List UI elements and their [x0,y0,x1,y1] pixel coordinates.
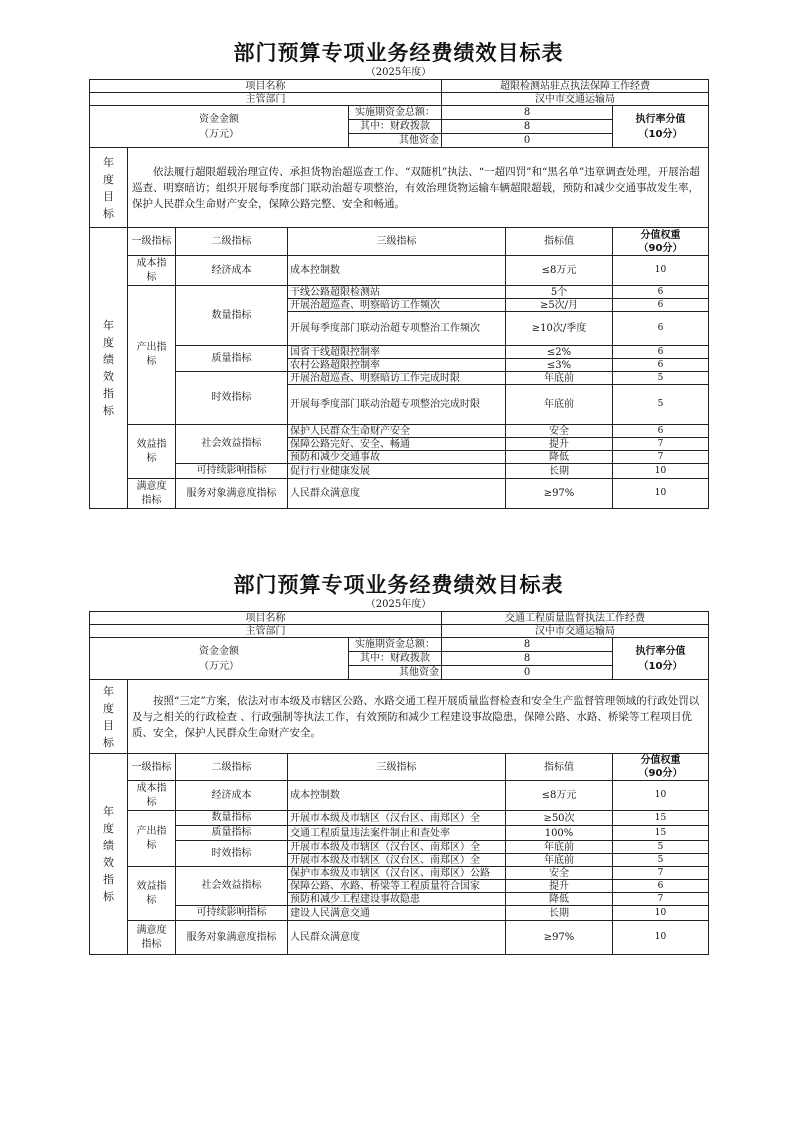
indicator-row [90,256,709,286]
exec-rate-score [613,106,709,148]
other-funds-label: 其他资金 [349,134,442,148]
col-header-level2: 二级指标 [176,228,288,256]
total-funds-value: 8 [442,638,613,652]
funds-label-line2: （万元） [199,128,239,140]
total-funds-label: 实施期资金总额： [349,106,442,120]
annual-goal-label: 年度目标 [90,680,128,754]
level3-indicator: 国省干线超限控制率 [288,346,506,359]
indicator-row [90,841,709,854]
project-name-label: 项目名称 [90,612,442,625]
indicator-row [90,781,709,811]
indicator-weight: 7 [613,438,709,451]
indicator-value: 年底前 [506,841,613,854]
level3-indicator: 保护市本级及市辖区（汉台区、南郑区）公路 [288,867,506,880]
indicator-weight: 10 [613,921,709,955]
indicator-weight: 6 [613,299,709,312]
indicator-row [90,867,709,880]
indicator-value: 提升 [506,880,613,893]
header-section [90,612,709,754]
indicator-value: ≥97% [506,921,613,955]
project-name-value: 交通工程质量监督执法工作经费 [442,612,709,625]
col-header-level2: 二级指标 [176,754,288,781]
level3-indicator: 开展市本级及市辖区（汉台区、南郑区）全 [288,841,506,854]
indicator-weight: 6 [613,346,709,359]
weight-header-line1: 分值权重 [640,755,681,766]
table-title: 部门预算专项业务经费绩效目标表 [233,573,564,597]
exec-rate-line1: 执行率分值 [635,113,686,125]
performance-table-1 [89,40,708,509]
indicator-row [90,346,709,359]
exec-rate-line2: （10分） [638,660,683,672]
indicator-row [90,479,709,509]
indicator-value: 100% [506,826,613,841]
indicator-value: 5个 [506,286,613,299]
col-header-value: 指标值 [506,754,613,781]
indicator-row [90,425,709,438]
indicator-row [90,286,709,299]
indicator-row [90,921,709,955]
indicator-weight: 7 [613,893,709,906]
level2-indicator: 服务对象满意度指标 [176,479,288,509]
indicator-weight: 5 [613,854,709,867]
level3-indicator: 开展市本级及市辖区（汉台区、南郑区）全 [288,811,506,826]
col-header-weight [613,754,709,781]
table-year: （2025年度） [365,599,432,610]
col-header-level3: 三级指标 [288,228,506,256]
level3-indicator: 开展治超巡查、明察暗访工作频次 [288,299,506,312]
level2-indicator: 可持续影响指标 [176,464,288,479]
indicator-weight: 5 [613,841,709,854]
funds-label [90,106,349,148]
level1-indicator: 成本指标 [128,781,176,811]
level2-indicator: 可持续影响指标 [176,906,288,921]
annual-perf-label: 年度绩效指标 [90,228,128,509]
indicator-weight: 5 [613,372,709,385]
table-title: 部门预算专项业务经费绩效目标表 [233,41,564,65]
indicator-weight: 6 [613,286,709,299]
annual-goal-text: 按照“三定”方案，依法对市本级及市辖区公路、水路交通工程开展质量监督检查和安全生产监督管理领域的行政处罚以及与之相关的行政检查 、行政强制等执法工作，有效预防和减少工程建设事故隐患，保障公路、水路、桥梁等工程项目优质、安全，保护人民群众生命财产安全。 [128,680,709,754]
col-header-level3: 三级指标 [288,754,506,781]
indicator-value: 降低 [506,451,613,464]
level2-indicator: 质量指标 [176,826,288,841]
indicator-value: 降低 [506,893,613,906]
indicator-value: 安全 [506,425,613,438]
level2-indicator: 时效指标 [176,372,288,425]
dept-value: 汉中市交通运输局 [442,93,709,106]
project-name-label: 项目名称 [90,80,442,93]
weight-header-line1: 分值权重 [640,229,681,241]
exec-rate-line2: （10分） [638,128,683,140]
indicator-value: ≤8万元 [506,256,613,286]
level3-indicator: 开展每季度部门联动治超专项整治完成时限 [288,385,506,425]
total-funds-label: 实施期资金总额： [349,638,442,652]
indicator-value: ≥5次/月 [506,299,613,312]
fiscal-funds-value: 8 [442,652,613,666]
indicator-value: ≤3% [506,359,613,372]
indicator-weight: 7 [613,867,709,880]
level2-indicator: 社会效益指标 [176,867,288,906]
indicator-value: 年底前 [506,385,613,425]
level3-indicator: 交通工程质量违法案件制止和查处率 [288,826,506,841]
indicator-weight: 6 [613,880,709,893]
level3-indicator: 成本控制数 [288,256,506,286]
indicator-row [90,372,709,385]
indicator-row [90,811,709,826]
level2-indicator: 质量指标 [176,346,288,372]
level3-indicator: 农村公路超限控制率 [288,359,506,372]
funds-label-line1: 资金金额 [199,113,239,125]
funds-label-line2: （万元） [199,660,239,672]
fiscal-funds-value: 8 [442,120,613,134]
level3-indicator: 成本控制数 [288,781,506,811]
indicator-value: 提升 [506,438,613,451]
level2-indicator: 经济成本 [176,256,288,286]
funds-label [90,638,349,680]
indicator-weight: 10 [613,781,709,811]
indicator-row [90,464,709,479]
other-funds-value: 0 [442,134,613,148]
level3-indicator: 开展治超巡查、明察暗访工作完成时限 [288,372,506,385]
indicator-weight: 15 [613,826,709,841]
level2-indicator: 数量指标 [176,286,288,346]
level3-indicator: 促行行业健康发展 [288,464,506,479]
level3-indicator: 保护人民群众生命财产安全 [288,425,506,438]
indicator-value: 安全 [506,867,613,880]
other-funds-value: 0 [442,666,613,680]
weight-header-line2: （90分） [638,768,683,779]
exec-rate-score [613,638,709,680]
level2-indicator: 经济成本 [176,781,288,811]
level2-indicator: 社会效益指标 [176,425,288,464]
level1-indicator: 产出指标 [128,811,176,867]
table-year: （2025年度） [365,67,432,78]
annual-goal-text: 依法履行超限超载治理宣传、承担货物治超巡查工作、“双随机”执法、“一超四罚”和“黑名单”违章调查处理，开展治超巡查、明察暗访；组织开展每季度部门联动治超专项整治，有效治理货物运输车辆超限超载，预防和减少交通事故发生率，保护人民群众生命财产安全，保障公路完整、安全和畅通。 [128,148,709,228]
indicator-weight: 5 [613,385,709,425]
level3-indicator: 保障公路完好、安全、畅通 [288,438,506,451]
dept-label: 主管部门 [90,625,442,638]
indicator-weight: 10 [613,464,709,479]
indicator-section [90,754,709,955]
indicator-value: 年底前 [506,854,613,867]
indicator-value: ≥97% [506,479,613,509]
level1-indicator: 效益指标 [128,867,176,921]
indicator-weight: 10 [613,256,709,286]
weight-header-line2: （90分） [638,242,683,254]
level2-indicator: 服务对象满意度指标 [176,921,288,955]
indicator-weight: 6 [613,359,709,372]
fiscal-funds-label: 其中：财政拨款 [349,652,442,666]
indicator-value: ≤8万元 [506,781,613,811]
level3-indicator: 开展每季度部门联动治超专项整治工作频次 [288,312,506,346]
level3-indicator: 开展市本级及市辖区（汉台区、南郑区）全 [288,854,506,867]
indicator-value: 长期 [506,906,613,921]
indicator-value: ≤2% [506,346,613,359]
performance-table-2 [89,572,708,955]
col-header-level1: 一级指标 [128,754,176,781]
level3-indicator: 保障公路、水路、桥梁等工程质量符合国家 [288,880,506,893]
level2-indicator: 数量指标 [176,811,288,826]
col-header-value: 指标值 [506,228,613,256]
indicator-value: 年底前 [506,372,613,385]
level3-indicator: 建设人民满意交通 [288,906,506,921]
level1-indicator: 满意度指标 [128,479,176,509]
indicator-value: ≥10次/季度 [506,312,613,346]
level1-indicator: 效益指标 [128,425,176,479]
level3-indicator: 人民群众满意度 [288,921,506,955]
level3-indicator: 人民群众满意度 [288,479,506,509]
annual-goal-label: 年度目标 [90,148,128,228]
level1-indicator: 成本指标 [128,256,176,286]
level3-indicator: 预防和减少工程建设事故隐患 [288,893,506,906]
indicator-weight: 6 [613,312,709,346]
header-section [90,80,709,228]
level3-indicator: 预防和减少交通事故 [288,451,506,464]
col-header-level1: 一级指标 [128,228,176,256]
indicator-weight: 6 [613,425,709,438]
level1-indicator: 满意度指标 [128,921,176,955]
total-funds-value: 8 [442,106,613,120]
fiscal-funds-label: 其中：财政拨款 [349,120,442,134]
level2-indicator: 时效指标 [176,841,288,867]
indicator-weight: 15 [613,811,709,826]
indicator-value: 长期 [506,464,613,479]
other-funds-label: 其他资金 [349,666,442,680]
indicator-weight: 10 [613,906,709,921]
dept-label: 主管部门 [90,93,442,106]
funds-label-line1: 资金金额 [199,645,239,657]
col-header-weight [613,228,709,256]
exec-rate-line1: 执行率分值 [635,645,686,657]
indicator-row [90,906,709,921]
indicator-value: ≥50次 [506,811,613,826]
goal-table [89,79,709,509]
dept-value: 汉中市交通运输局 [442,625,709,638]
indicator-row [90,826,709,841]
indicator-weight: 7 [613,451,709,464]
level1-indicator: 产出指标 [128,286,176,425]
goal-table [89,611,709,955]
indicator-weight: 10 [613,479,709,509]
indicator-section [90,228,709,509]
level3-indicator: 干线公路超限检测站 [288,286,506,299]
project-name-value: 超限检测站驻点执法保障工作经费 [442,80,709,93]
annual-perf-label: 年度绩效指标 [90,754,128,955]
